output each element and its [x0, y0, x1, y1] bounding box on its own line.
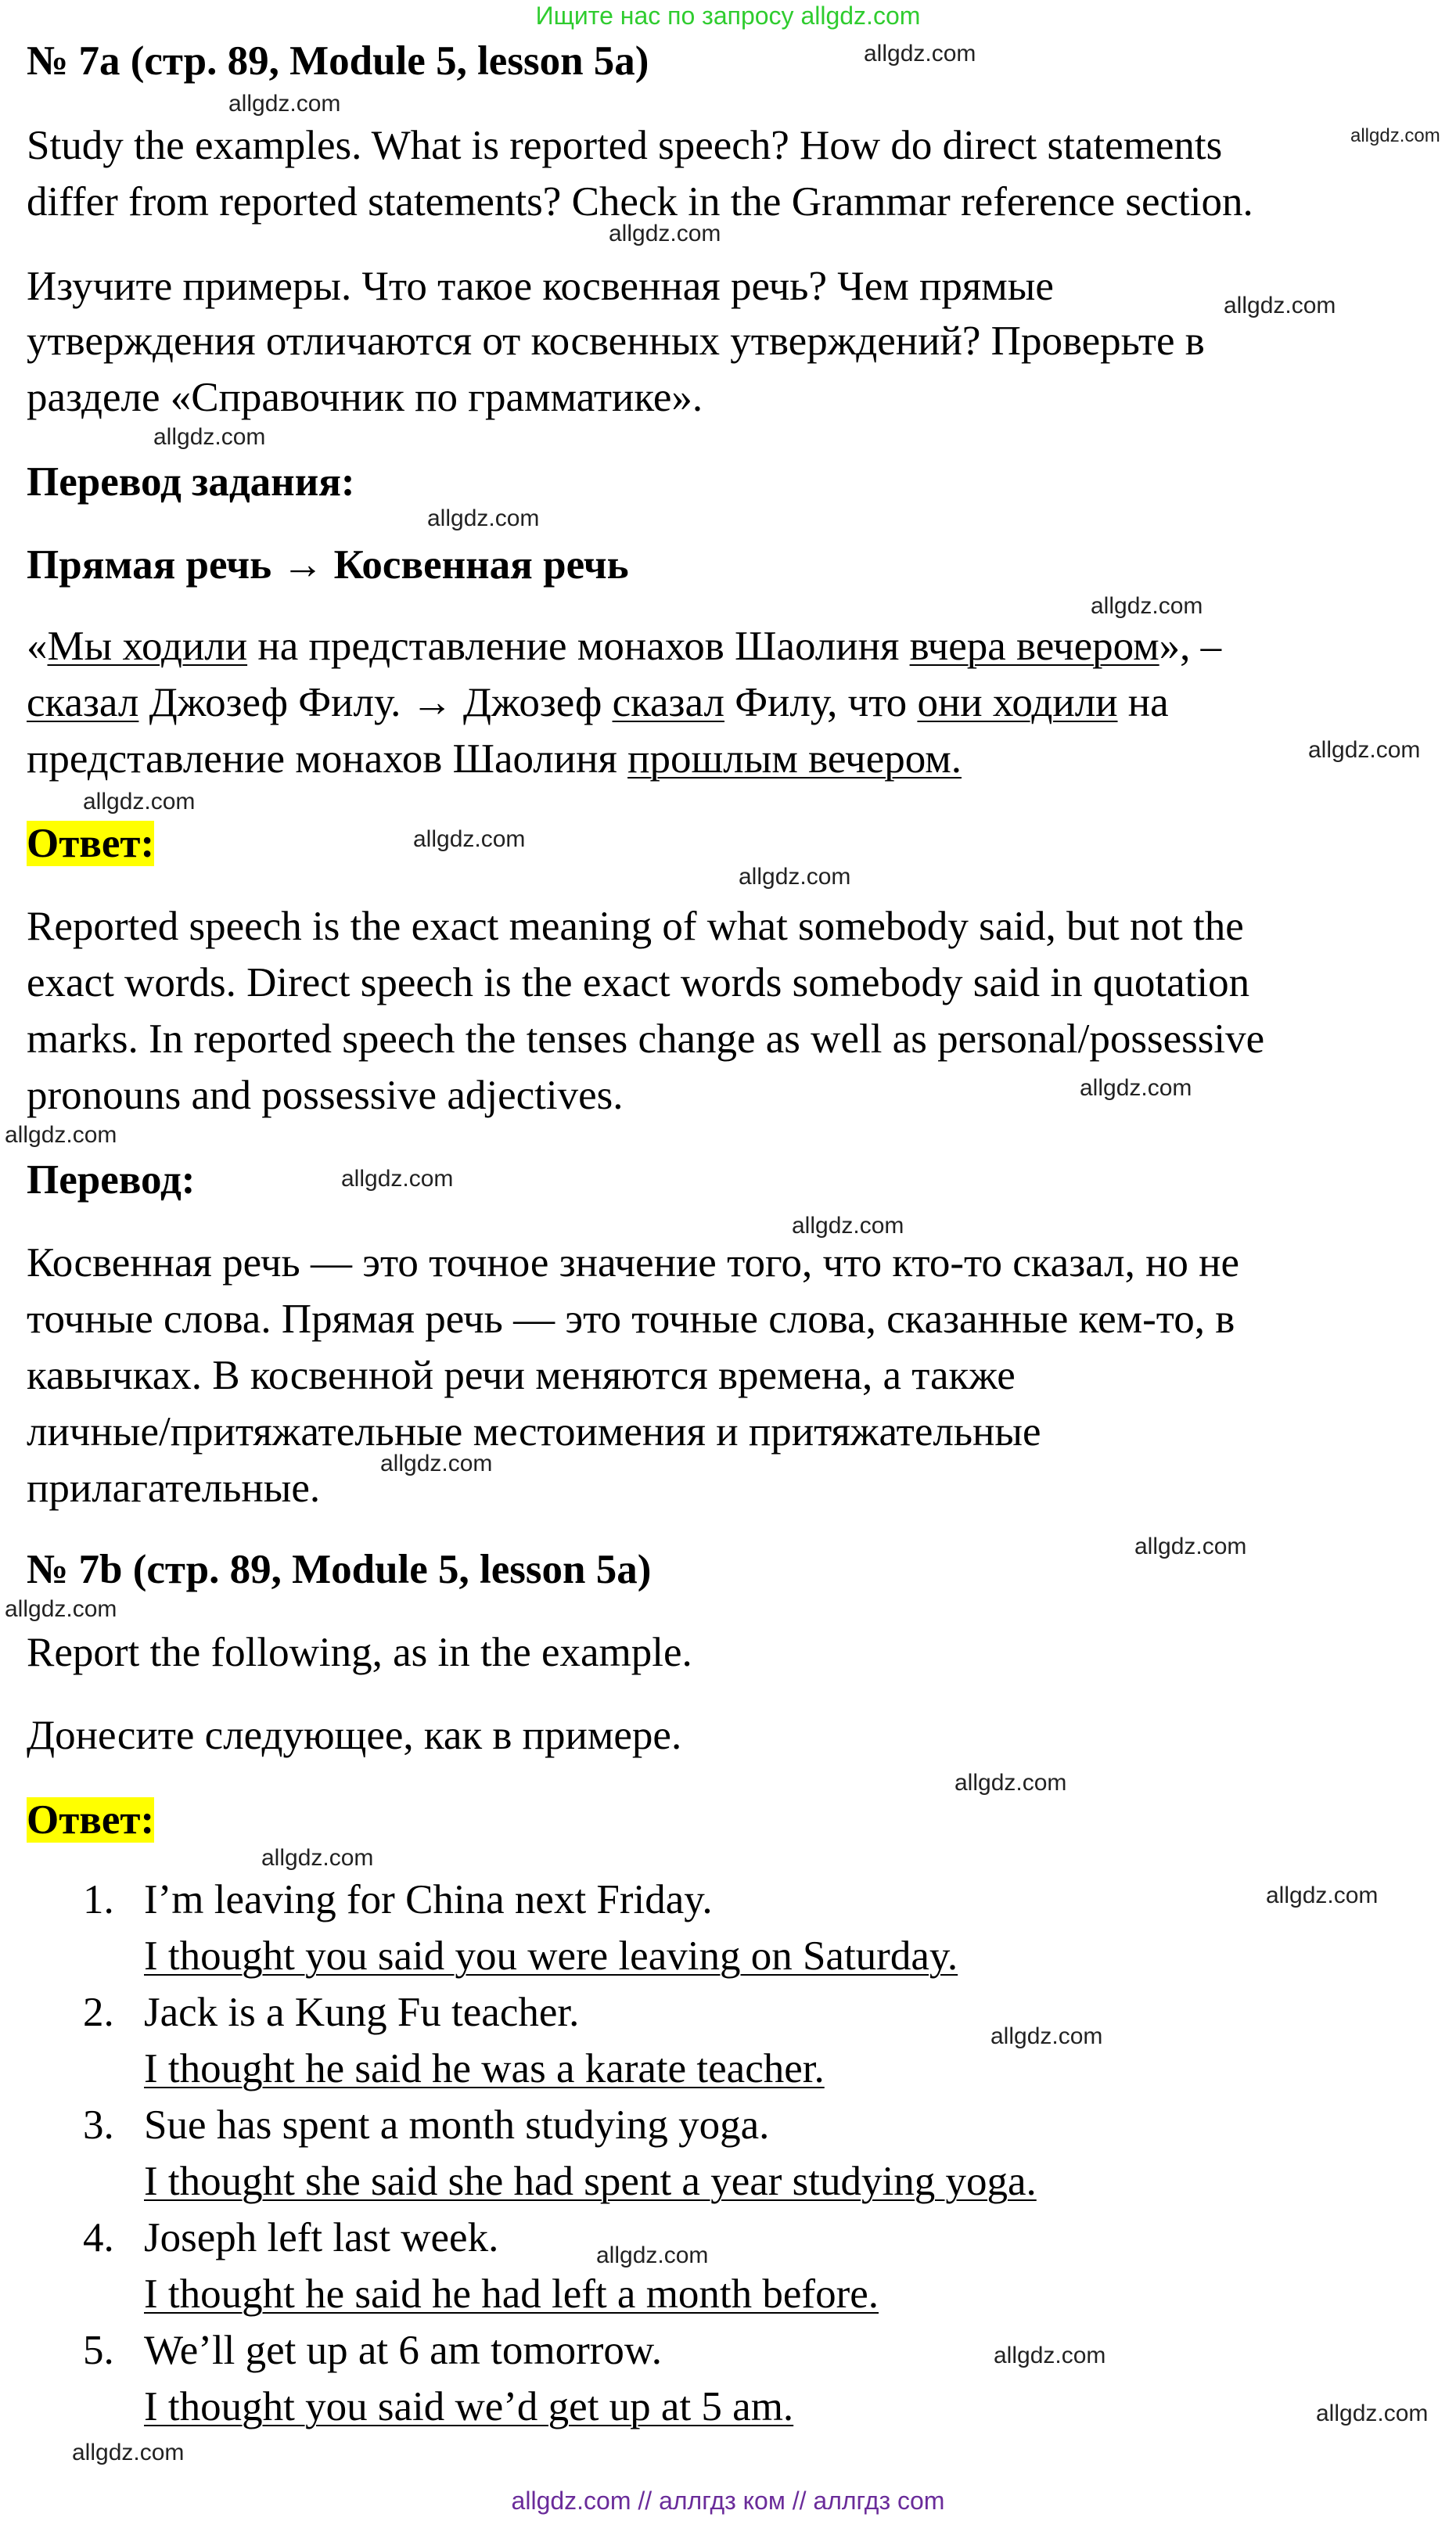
item-reply: I thought you said we’d get up at 5 am. — [144, 2384, 794, 2429]
answer-line-2: exact words. Direct speech is the exact words somebody said in quotation — [27, 960, 1250, 1005]
ex7a-heading: № 7a (стр. 89, Module 5, lesson 5a) — [27, 38, 649, 84]
translation-line-2: точные слова. Прямая речь — это точные слова, сказанные кем-то, в — [27, 1296, 1235, 1342]
example-text: представление монахов Шаолиня — [27, 736, 628, 782]
watermark: allgdz.com — [83, 789, 196, 815]
example-text: », – — [1159, 624, 1222, 669]
item-reply: I thought she said she had spent a year studying yoga. — [144, 2159, 1037, 2204]
example-text: Джозеф Филу. → Джозеф — [138, 680, 613, 725]
item-reply: I thought you said you were leaving on Saturday. — [144, 1933, 958, 1979]
item-number: 2. — [83, 1990, 114, 2035]
watermark: allgdz.com — [341, 1166, 454, 1192]
item-direct: We’ll get up at 6 am tomorrow. — [144, 2328, 662, 2373]
example-heading: Прямая речь → Косвенная речь — [27, 542, 629, 588]
example-text: на — [1117, 680, 1169, 725]
watermark: allgdz.com — [994, 2343, 1106, 2368]
ex7a-task-en-line-1: Study the examples. What is reported speech? How do direct statements — [27, 123, 1223, 168]
watermark: allgdz.com — [5, 1122, 117, 1148]
item-direct: Sue has spent a month studying yoga. — [144, 2102, 770, 2148]
translation-label: Перевод: — [27, 1157, 196, 1203]
example-line-2 — [27, 674, 1169, 731]
answer-label-7b — [27, 1792, 154, 1848]
item-number: 4. — [83, 2215, 114, 2260]
translation-task-label: Перевод задания: — [27, 459, 355, 505]
ex7b-task-en: Report the following, as in the example. — [27, 1630, 692, 1675]
example-text: Филу, что — [724, 680, 918, 725]
watermark: allgdz.com — [1091, 593, 1203, 619]
underlined-phrase: сказал — [612, 680, 724, 725]
watermark: allgdz.com — [792, 1213, 904, 1239]
answer-line-1: Reported speech is the exact meaning of what somebody said, but not the — [27, 904, 1244, 949]
answer-label-highlight: Ответ: — [27, 821, 155, 866]
watermark: allgdz.com — [228, 91, 341, 117]
translation-line-4: личные/притяжательные местоимения и притяжательные — [27, 1409, 1041, 1455]
item-direct: I’m leaving for China next Friday. — [144, 1877, 713, 1922]
watermark: allgdz.com — [72, 2440, 185, 2465]
watermark: allgdz.com — [261, 1845, 374, 1871]
example-line-1 — [27, 618, 1221, 674]
item-number: 5. — [83, 2328, 114, 2373]
example-line-3 — [27, 731, 962, 787]
watermark: allgdz.com — [596, 2242, 709, 2268]
example-text: « — [27, 624, 48, 669]
watermark: allgdz.com — [1350, 125, 1440, 146]
top-banner[interactable]: Ищите нас по запросу allgdz.com — [535, 2, 921, 30]
ex7a-task-ru-line-1: Изучите примеры. Что такое косвенная речь? Чем прямые — [27, 264, 1054, 309]
watermark: allgdz.com — [739, 864, 851, 890]
ex7a-task-ru-line-2: утверждения отличаются от косвенных утверждений? Проверьте в — [27, 318, 1205, 364]
watermark: allgdz.com — [413, 826, 526, 852]
underlined-phrase: они ходили — [917, 680, 1118, 725]
answer-line-4: pronouns and possessive adjectives. — [27, 1073, 624, 1118]
watermark: allgdz.com — [1316, 2401, 1429, 2426]
answer-label-7a — [27, 815, 154, 872]
watermark: allgdz.com — [1308, 737, 1421, 763]
watermark: allgdz.com — [153, 424, 266, 450]
watermark: allgdz.com — [1080, 1075, 1192, 1101]
watermark: allgdz.com — [1266, 1883, 1379, 1908]
answer-label-highlight: Ответ: — [27, 1797, 155, 1843]
ex7a-task-ru-line-3: разделе «Справочник по грамматике». — [27, 375, 703, 420]
underlined-phrase: Мы ходили — [47, 624, 248, 669]
watermark: allgdz.com — [864, 41, 976, 67]
item-number: 1. — [83, 1877, 114, 1922]
ex7a-task-en-line-2: differ from reported statements? Check in the Grammar reference section. — [27, 179, 1253, 225]
item-reply: I thought he said he was a karate teacher. — [144, 2046, 825, 2091]
watermark: allgdz.com — [427, 505, 540, 531]
translation-line-3: кавычках. В косвенной речи меняются времена, а также — [27, 1353, 1016, 1398]
translation-line-5: прилагательные. — [27, 1465, 321, 1511]
watermark: allgdz.com — [990, 2023, 1103, 2049]
underlined-phrase: вчера вечером — [909, 624, 1159, 669]
underlined-phrase: прошлым вечером. — [627, 736, 962, 782]
watermark: allgdz.com — [609, 221, 721, 246]
answer-line-3: marks. In reported speech the tenses change as well as personal/possessive — [27, 1016, 1265, 1062]
watermark: allgdz.com — [380, 1451, 493, 1476]
example-text: на представление монахов Шаолиня — [247, 624, 910, 669]
watermark: allgdz.com — [5, 1596, 117, 1622]
ex7b-heading: № 7b (стр. 89, Module 5, lesson 5a) — [27, 1547, 652, 1592]
translation-line-1: Косвенная речь — это точное значение того, что кто-то сказал, но не — [27, 1240, 1240, 1286]
watermark: allgdz.com — [1134, 1534, 1247, 1559]
item-direct: Jack is a Kung Fu teacher. — [144, 1990, 580, 2035]
bottom-banner[interactable]: allgdz.com // аллгдз ком // аллгдз com — [511, 2487, 945, 2515]
item-direct: Joseph left last week. — [144, 2215, 499, 2260]
underlined-phrase: сказал — [27, 680, 139, 725]
item-number: 3. — [83, 2102, 114, 2148]
watermark: allgdz.com — [1224, 293, 1336, 318]
watermark: allgdz.com — [954, 1770, 1067, 1796]
item-reply: I thought he said he had left a month before. — [144, 2271, 879, 2317]
ex7b-task-ru: Донесите следующее, как в примере. — [27, 1713, 682, 1758]
